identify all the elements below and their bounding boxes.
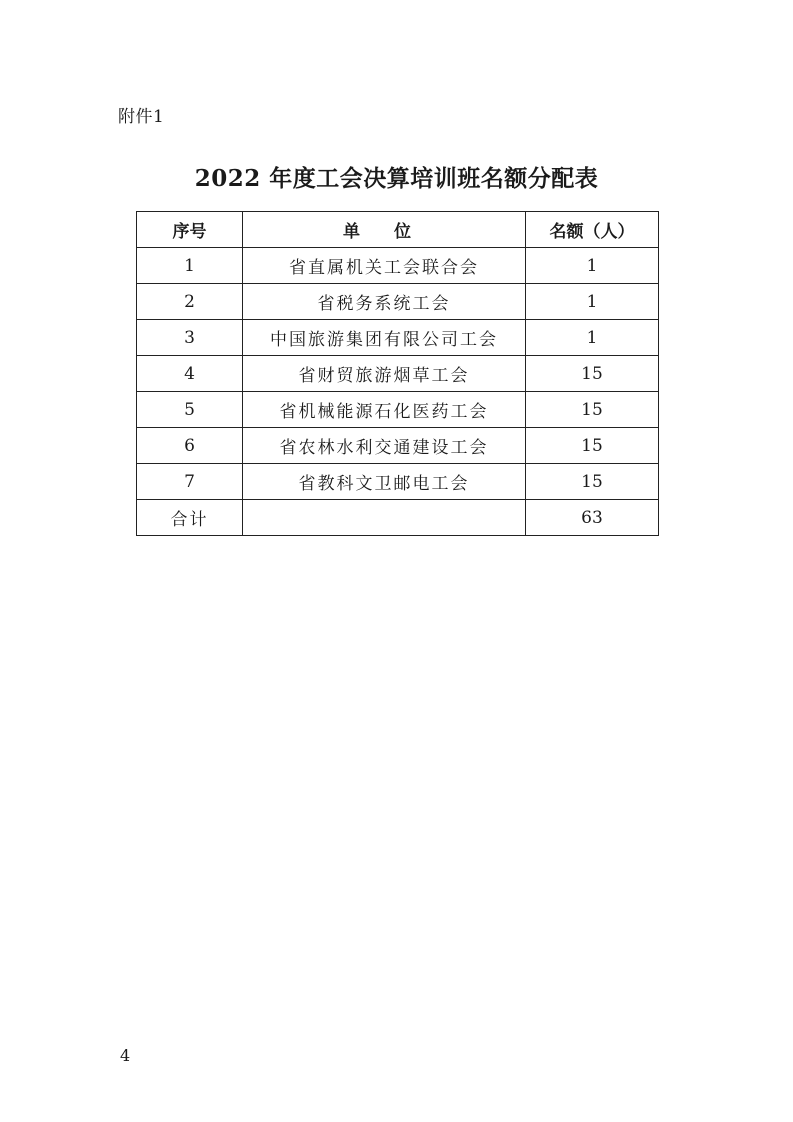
total-unit-cell [243,500,526,536]
total-quota-cell: 63 [526,500,659,536]
column-header-unit: 单 位 [243,212,526,248]
total-row [137,500,659,536]
quota-cell: 15 [526,356,659,392]
page-number: 4 [120,1046,131,1065]
quota-cell: 15 [526,428,659,464]
document-title: 2022 年度工会决算培训班名额分配表 [194,165,599,192]
table-row [137,284,659,320]
quota-cell: 15 [526,392,659,428]
seq-cell: 6 [137,428,243,464]
total-label-cell: 合计 [137,500,243,536]
quota-cell: 1 [526,320,659,356]
table-row [137,248,659,284]
table-row [137,428,659,464]
unit-cell: 中国旅游集团有限公司工会 [243,320,526,356]
unit-cell: 省教科文卫邮电工会 [243,464,526,500]
table-row [137,392,659,428]
seq-cell: 3 [137,320,243,356]
unit-cell: 省农林水利交通建设工会 [243,428,526,464]
unit-cell: 省财贸旅游烟草工会 [243,356,526,392]
quota-allocation-table [136,211,659,536]
seq-cell: 5 [137,392,243,428]
table-row [137,356,659,392]
column-header-seq: 序号 [137,212,243,248]
quota-cell: 15 [526,464,659,500]
table-row [137,320,659,356]
column-header-quota: 名额（人） [526,212,659,248]
seq-cell: 2 [137,284,243,320]
seq-cell: 1 [137,248,243,284]
seq-cell: 7 [137,464,243,500]
table-row [137,464,659,500]
quota-cell: 1 [526,284,659,320]
seq-cell: 4 [137,356,243,392]
unit-cell: 省机械能源石化医药工会 [243,392,526,428]
unit-cell: 省税务系统工会 [243,284,526,320]
unit-cell: 省直属机关工会联合会 [243,248,526,284]
quota-cell: 1 [526,248,659,284]
table-header-row [137,212,659,248]
attachment-label: 附件1 [118,107,165,127]
